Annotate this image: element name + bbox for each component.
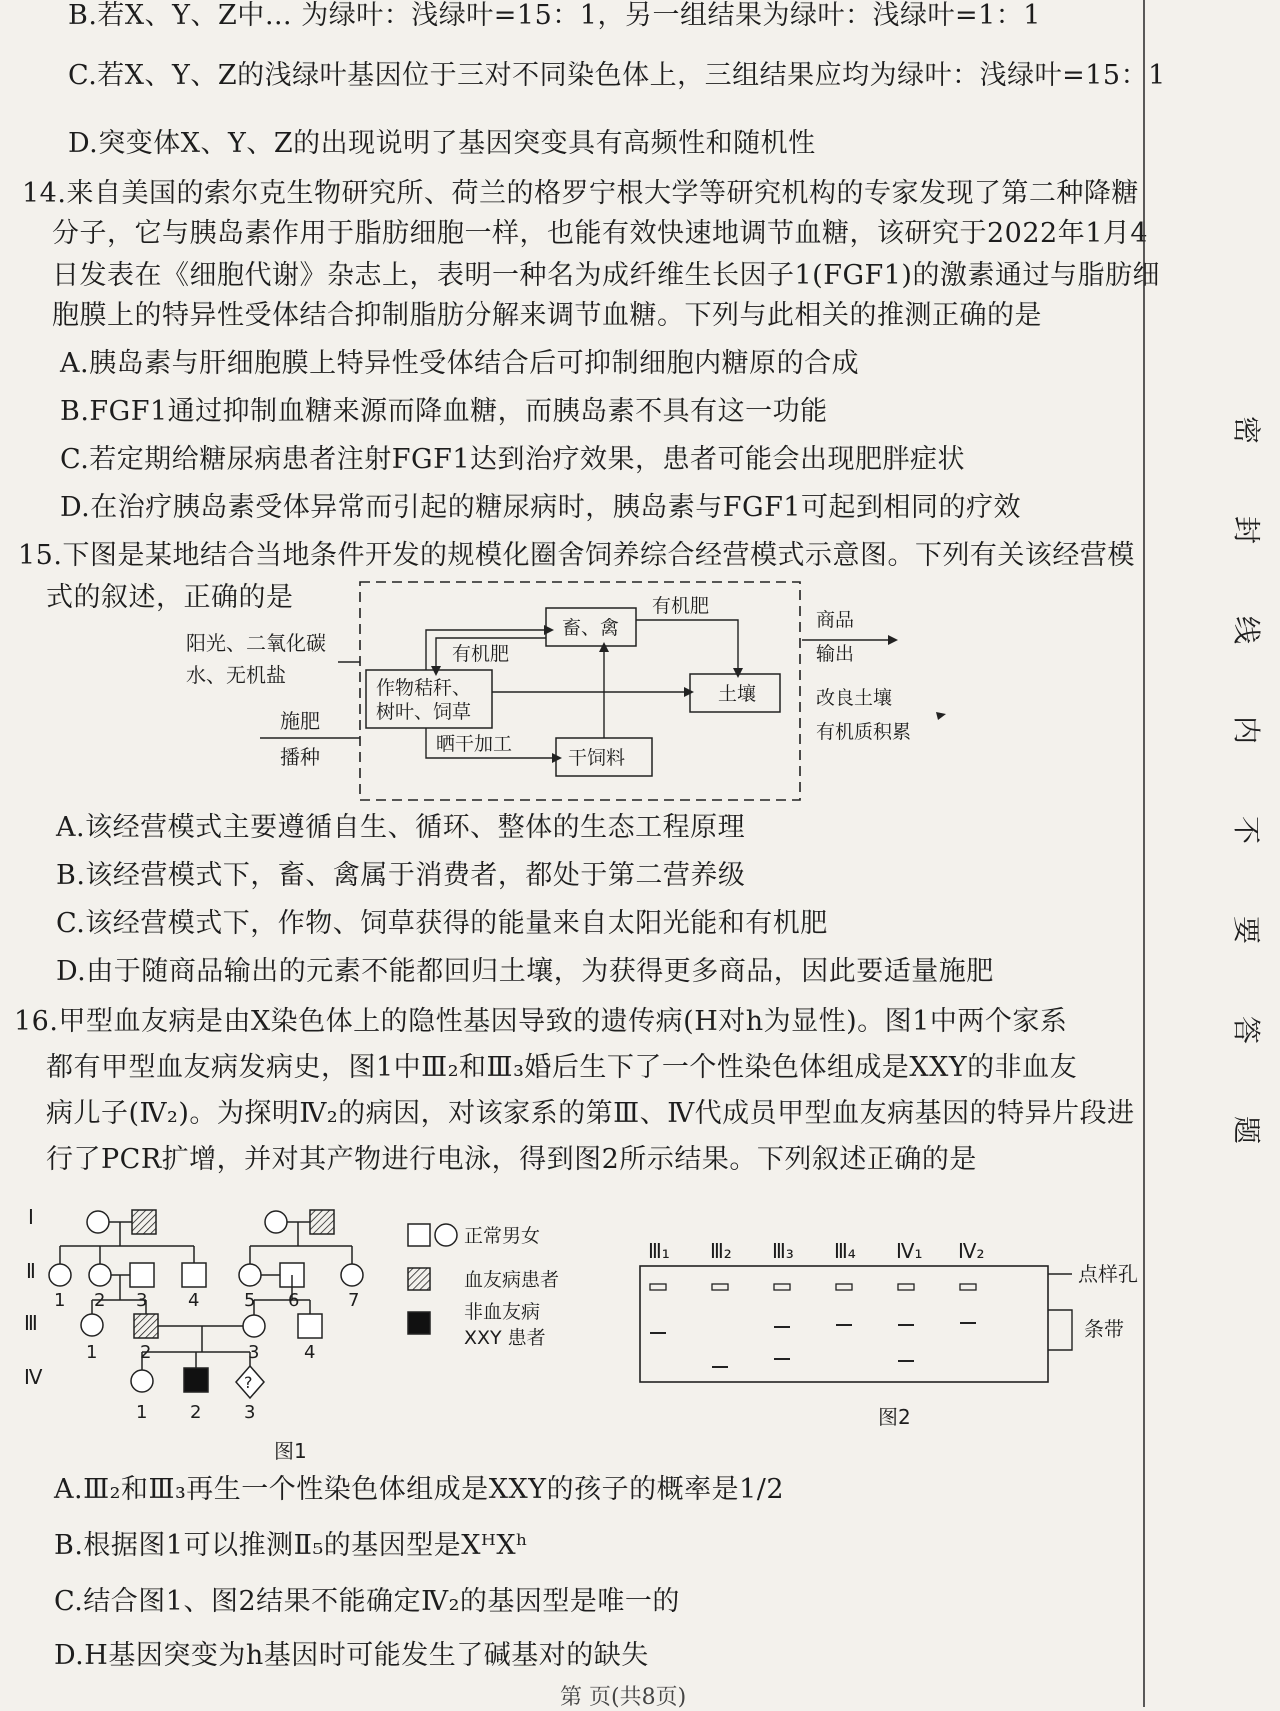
num-ii5: 5: [244, 1290, 256, 1311]
lane-label-1: Ⅲ₁: [648, 1239, 670, 1263]
legend-patient-label: 血友病患者: [464, 1269, 560, 1291]
gen-label-2: Ⅱ: [26, 1259, 36, 1283]
q16-stem-2: 都有甲型血友病发病史，图1中Ⅲ₂和Ⅲ₃婚后生下了一个性染色体组成是XXY的非血友: [46, 1052, 1078, 1083]
female-ii1: [49, 1264, 71, 1286]
q14-option-c: C.若定期给糖尿病患者注射FGF1达到治疗效果，患者可能会出现肥胖症状: [60, 444, 965, 475]
band-2-1: [712, 1366, 728, 1368]
female-iv1: [131, 1370, 153, 1392]
female-ii7: [341, 1264, 363, 1286]
output-export: 输出: [816, 643, 855, 665]
seal-char-3: 线: [1230, 615, 1263, 644]
sample-well-2: [712, 1284, 728, 1290]
eco-diagram: [170, 578, 950, 808]
seal-char-7: 答: [1230, 1015, 1263, 1044]
legend-xxy-label-1: 非血友病: [464, 1301, 541, 1323]
seal-char-4: 内: [1230, 715, 1263, 744]
q14-stem-2: 分子，它与胰岛素作用于脂肪细胞一样，也能有效快速地调节血糖，该研究于2022年1月4: [52, 218, 1149, 249]
q16-option-d: D.H基因突变为h基因时可能发生了碱基对的缺失: [54, 1640, 649, 1671]
sample-well-6: [960, 1284, 976, 1290]
band-4-1: [836, 1324, 852, 1326]
num-ii1: 1: [54, 1290, 66, 1311]
q14-stem-1: 14.来自美国的索尔克生物研究所、荷兰的格罗宁根大学等研究机构的专家发现了第二种降糖: [22, 178, 1139, 209]
q15-option-a: A.该经营模式主要遵循自生、循环、整体的生态工程原理: [56, 812, 746, 843]
band-5-2: [898, 1360, 914, 1362]
input-water-salt: 水、无机盐: [186, 663, 286, 687]
band-3-2: [774, 1358, 790, 1360]
num-iii4: 4: [304, 1342, 316, 1363]
num-ii3: 3: [136, 1290, 148, 1311]
legend-female-normal: [435, 1224, 457, 1246]
gen-label-4: Ⅳ: [24, 1365, 43, 1389]
legend-male-normal: [408, 1224, 430, 1246]
band-5-1: [898, 1324, 914, 1326]
sample-well-3: [774, 1284, 790, 1290]
num-iv3: 3: [244, 1402, 256, 1423]
q16-stem-3: 病儿子(Ⅳ₂)。为探明Ⅳ₂的病因，对该家系的第Ⅲ、Ⅳ代成员甲型血友病基因的特异片段进: [46, 1098, 1135, 1129]
seal-notice: [1188, 380, 1263, 1180]
female-i3: [265, 1211, 287, 1233]
lane-label-3: Ⅲ₃: [772, 1239, 794, 1263]
q15-option-b: B.该经营模式下，畜、禽属于消费者，都处于第二营养级: [56, 860, 746, 891]
gen-label-1: Ⅰ: [28, 1205, 34, 1229]
band-1-1: [650, 1332, 666, 1334]
q16-option-b: B.根据图1可以推测Ⅱ₅的基因型是XᴴXʰ: [54, 1530, 529, 1561]
num-ii6: 6: [288, 1290, 300, 1311]
soil-label: 土壤: [718, 683, 757, 705]
num-iii2: 2: [140, 1342, 152, 1363]
electrophoresis-figure: [600, 1236, 1160, 1436]
seal-char-5: 不: [1230, 815, 1263, 844]
seal-char-1: 密: [1230, 415, 1263, 444]
q14-stem-3: 日发表在《细胞代谢》杂志上，表明一种名为成纤维生长因子1(FGF1)的激素通过与脂肪细: [52, 260, 1160, 291]
q16-stem-1: 16.甲型血友病是由X染色体上的隐性基因导致的遗传病(H对h为显性)。图1中两个家系: [14, 1006, 1068, 1037]
manure-label-1: 有机肥: [452, 643, 510, 665]
band-3-1: [774, 1326, 790, 1328]
female-i1: [87, 1211, 109, 1233]
q15-stem-1: 15.下图是某地结合当地条件开发的规模化圈舍饲养综合经营模式示意图。下列有关该经营模: [18, 540, 1135, 571]
line-13d: D.突变体X、Y、Z的出现说明了基因突变具有高频性和随机性: [68, 128, 816, 159]
lane-label-2: Ⅲ₂: [710, 1239, 732, 1263]
crops-label-1: 作物秸秆、: [376, 677, 472, 699]
input-sowing: 播种: [280, 745, 320, 769]
lane-label-6: Ⅳ₂: [958, 1239, 985, 1263]
legend-patient-symbol: [408, 1268, 430, 1290]
male-affected-iii2: [134, 1314, 158, 1338]
crops-label-2: 树叶、饲草: [376, 701, 472, 723]
q15-stem-2: 式的叙述，正确的是: [46, 582, 294, 613]
dry-process-label: 晒干加工: [436, 733, 513, 755]
manure-label-2: 有机肥: [652, 595, 710, 617]
num-ii2: 2: [94, 1290, 106, 1311]
male-affected-i4: [310, 1210, 334, 1234]
num-ii4: 4: [188, 1290, 200, 1311]
lane-label-5: Ⅳ₁: [896, 1239, 923, 1263]
feed-label: 干饲料: [568, 747, 626, 769]
fig1-caption: 图1: [274, 1439, 307, 1463]
output-organic-matter: 有机质积累: [816, 721, 912, 743]
seal-char-8: 题: [1230, 1115, 1263, 1144]
livestock-label: 畜、禽: [562, 617, 620, 639]
band-label: 条带: [1084, 1317, 1124, 1341]
num-iv2: 2: [190, 1402, 202, 1423]
num-iii3: 3: [248, 1342, 260, 1363]
female-iii1: [81, 1314, 103, 1336]
legend-xxy-symbol: [408, 1312, 430, 1334]
pedigree-figure: [18, 1196, 618, 1466]
q14-option-a: A.胰岛素与肝细胞膜上特异性受体结合后可抑制细胞内糖原的合成: [60, 348, 860, 379]
line-13b: B.若X、Y、Z中… 为绿叶：浅绿叶=15：1，另一组结果为绿叶：浅绿叶=1：1: [68, 0, 1041, 31]
male-xxy-iv2: [184, 1368, 208, 1392]
legend-xxy-label-2: XXY 患者: [464, 1327, 546, 1349]
seal-char-2: 封: [1230, 515, 1263, 544]
fig2-caption: 图2: [878, 1405, 911, 1429]
sample-well-4: [836, 1284, 852, 1290]
seal-char-6: 要: [1230, 915, 1263, 944]
sample-well-5: [898, 1284, 914, 1290]
input-fertilize: 施肥: [280, 709, 320, 733]
female-ii5: [239, 1264, 261, 1286]
male-ii3: [130, 1263, 154, 1287]
page-footer: 第 页(共8页): [560, 1685, 687, 1710]
female-ii2: [89, 1264, 111, 1286]
q16-stem-4: 行了PCR扩增，并对其产物进行电泳，得到图2所示结果。下列叙述正确的是: [46, 1144, 977, 1175]
male-affected-i2: [132, 1210, 156, 1234]
lane-label-4: Ⅲ₄: [834, 1239, 856, 1263]
legend-normal-label: 正常男女: [464, 1225, 541, 1247]
q14-option-d: D.在治疗胰岛素受体异常而引起的糖尿病时，胰岛素与FGF1可起到相同的疗效: [60, 492, 1021, 523]
band-6-1: [960, 1322, 976, 1324]
num-iv1: 1: [136, 1402, 148, 1423]
q16-option-c: C.结合图1、图2结果不能确定Ⅳ₂的基因型是唯一的: [54, 1586, 680, 1617]
seal-divider: [1142, 0, 1146, 1707]
line-13c: C.若X、Y、Z的浅绿叶基因位于三对不同染色体上，三组结果应均为绿叶：浅绿叶=15：1: [68, 60, 1166, 91]
unknown-mark: ?: [244, 1373, 253, 1392]
num-ii7: 7: [348, 1290, 360, 1311]
input-sun-co2: 阳光、二氧化碳: [186, 631, 326, 655]
male-iii4: [298, 1314, 322, 1338]
sample-well-1: [650, 1284, 666, 1290]
q14-option-b: B.FGF1通过抑制血糖来源而降血糖，而胰岛素不具有这一功能: [60, 396, 828, 427]
num-iii1: 1: [86, 1342, 98, 1363]
q16-option-a: A.Ⅲ₂和Ⅲ₃再生一个性染色体组成是XXY的孩子的概率是1/2: [54, 1474, 785, 1505]
output-improve-soil: 改良土壤: [816, 687, 893, 709]
well-label: 点样孔: [1078, 1262, 1138, 1286]
gen-label-3: Ⅲ: [24, 1311, 38, 1335]
q15-option-c: C.该经营模式下，作物、饲草获得的能量来自太阳光能和有机肥: [56, 908, 828, 939]
male-ii4: [182, 1263, 206, 1287]
female-iii3: [243, 1315, 265, 1337]
q14-stem-4: 胞膜上的特异性受体结合抑制脂肪分解来调节血糖。下列与此相关的推测正确的是: [52, 300, 1042, 331]
output-goods: 商品: [816, 609, 855, 631]
q15-option-d: D.由于随商品输出的元素不能都回归土壤，为获得更多商品，因此要适量施肥: [56, 956, 994, 987]
